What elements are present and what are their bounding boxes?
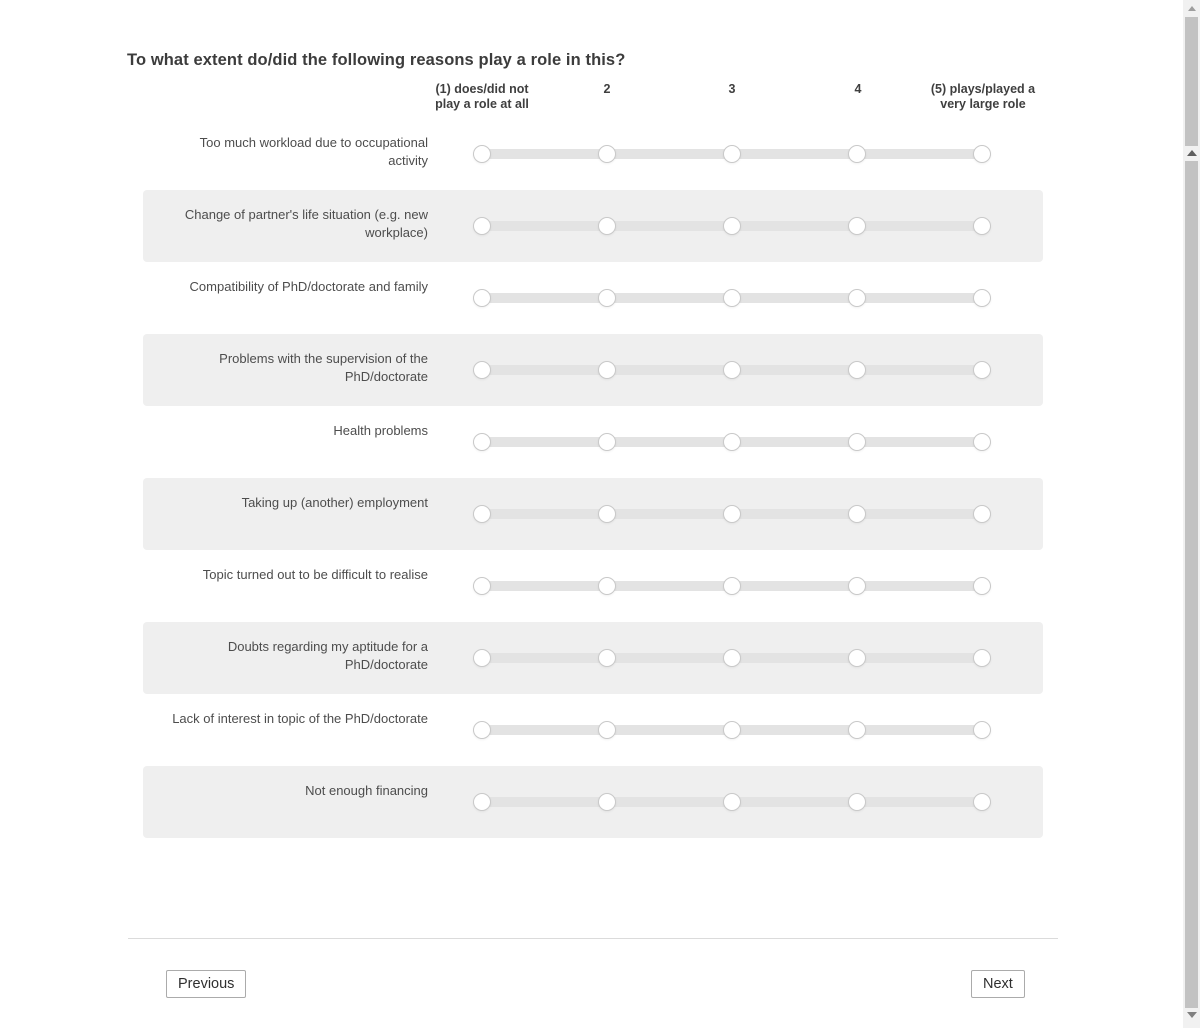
scale-label-5: (5) plays/played a very large role: [930, 82, 1036, 111]
row-label: Problems with the supervision of the PhD/doctorate: [219, 351, 428, 384]
row-label: Doubts regarding my aptitude for a PhD/doctorate: [227, 639, 428, 672]
row-label: Taking up (another) employment: [241, 495, 428, 510]
question-row: [143, 118, 1043, 190]
radio-option-1[interactable]: [473, 793, 491, 811]
radio-option-4[interactable]: [848, 793, 866, 811]
radio-option-2[interactable]: [598, 145, 616, 163]
rating-slider: [473, 577, 991, 595]
scrollbar-thumb-main[interactable]: [1185, 161, 1198, 1008]
radio-option-5[interactable]: [973, 289, 991, 307]
radio-option-3[interactable]: [723, 145, 741, 163]
radio-option-2[interactable]: [598, 361, 616, 379]
scrollbar-thumb-top[interactable]: [1185, 17, 1198, 146]
radio-option-3[interactable]: [723, 505, 741, 523]
row-label: Health problems: [333, 423, 428, 438]
scroll-down-arrow-icon[interactable]: [1187, 1012, 1197, 1018]
scale-label-4: 4: [854, 82, 862, 96]
rating-slider: [473, 649, 991, 667]
radio-option-1[interactable]: [473, 721, 491, 739]
row-label: Topic turned out to be difficult to realise: [202, 567, 428, 582]
radio-option-1[interactable]: [473, 505, 491, 523]
scroll-up-arrow-inner-icon[interactable]: [1187, 150, 1197, 156]
question-title: To what extent do/did the following reasons play a role in this?: [127, 51, 626, 69]
question-row: [143, 478, 1043, 550]
rating-slider: [473, 145, 991, 163]
scale-label-2: 2: [603, 82, 611, 96]
question-row: [143, 262, 1043, 334]
question-row: [143, 334, 1043, 406]
row-label: Compatibility of PhD/doctorate and family: [189, 279, 428, 294]
question-row: [143, 766, 1043, 838]
row-label: Change of partner's life situation (e.g. new workplace): [184, 207, 428, 240]
radio-option-5[interactable]: [973, 217, 991, 235]
radio-option-3[interactable]: [723, 433, 741, 451]
row-label: Not enough financing: [305, 783, 428, 798]
radio-option-3[interactable]: [723, 721, 741, 739]
rating-slider: [473, 793, 991, 811]
scrollbar[interactable]: [1183, 0, 1200, 1028]
row-label: Too much workload due to occupational activity: [199, 135, 428, 168]
row-label: Lack of interest in topic of the PhD/doctorate: [172, 711, 428, 726]
radio-option-5[interactable]: [973, 721, 991, 739]
radio-option-5[interactable]: [973, 433, 991, 451]
scale-header: [435, 82, 1036, 114]
scroll-up-arrow-icon[interactable]: [1188, 6, 1196, 11]
radio-option-3[interactable]: [723, 217, 741, 235]
scale-label-3: 3: [728, 82, 736, 96]
question-row: [143, 694, 1043, 766]
radio-option-2[interactable]: [598, 577, 616, 595]
radio-option-5[interactable]: [973, 361, 991, 379]
rating-slider: [473, 217, 991, 235]
rating-slider: [473, 505, 991, 523]
radio-option-4[interactable]: [848, 433, 866, 451]
radio-option-5[interactable]: [973, 577, 991, 595]
radio-option-4[interactable]: [848, 217, 866, 235]
radio-option-1[interactable]: [473, 577, 491, 595]
radio-option-1[interactable]: [473, 649, 491, 667]
radio-option-1[interactable]: [473, 217, 491, 235]
rating-slider: [473, 433, 991, 451]
rating-slider: [473, 289, 991, 307]
footer-divider: [128, 938, 1058, 939]
radio-option-1[interactable]: [473, 433, 491, 451]
radio-option-1[interactable]: [473, 145, 491, 163]
rating-slider: [473, 721, 991, 739]
radio-option-4[interactable]: [848, 577, 866, 595]
radio-option-3[interactable]: [723, 289, 741, 307]
question-row: [143, 550, 1043, 622]
radio-option-5[interactable]: [973, 793, 991, 811]
radio-option-3[interactable]: [723, 649, 741, 667]
radio-option-2[interactable]: [598, 649, 616, 667]
question-row: [143, 622, 1043, 694]
radio-option-3[interactable]: [723, 361, 741, 379]
radio-option-5[interactable]: [973, 505, 991, 523]
radio-option-2[interactable]: [598, 217, 616, 235]
radio-option-2[interactable]: [598, 793, 616, 811]
radio-option-1[interactable]: [473, 361, 491, 379]
previous-button[interactable]: Previous: [166, 970, 246, 998]
scale-label-1: (1) does/did not play a role at all: [435, 82, 529, 111]
radio-option-1[interactable]: [473, 289, 491, 307]
radio-option-4[interactable]: [848, 361, 866, 379]
radio-option-2[interactable]: [598, 721, 616, 739]
rating-slider: [473, 361, 991, 379]
question-rows: [143, 118, 1043, 838]
radio-option-4[interactable]: [848, 505, 866, 523]
radio-option-4[interactable]: [848, 721, 866, 739]
next-button[interactable]: Next: [971, 970, 1025, 998]
radio-option-3[interactable]: [723, 577, 741, 595]
question-row: [143, 190, 1043, 262]
radio-option-2[interactable]: [598, 505, 616, 523]
radio-option-4[interactable]: [848, 649, 866, 667]
radio-option-5[interactable]: [973, 145, 991, 163]
question-row: [143, 406, 1043, 478]
radio-option-4[interactable]: [848, 145, 866, 163]
radio-option-4[interactable]: [848, 289, 866, 307]
radio-option-3[interactable]: [723, 793, 741, 811]
radio-option-5[interactable]: [973, 649, 991, 667]
radio-option-2[interactable]: [598, 289, 616, 307]
radio-option-2[interactable]: [598, 433, 616, 451]
